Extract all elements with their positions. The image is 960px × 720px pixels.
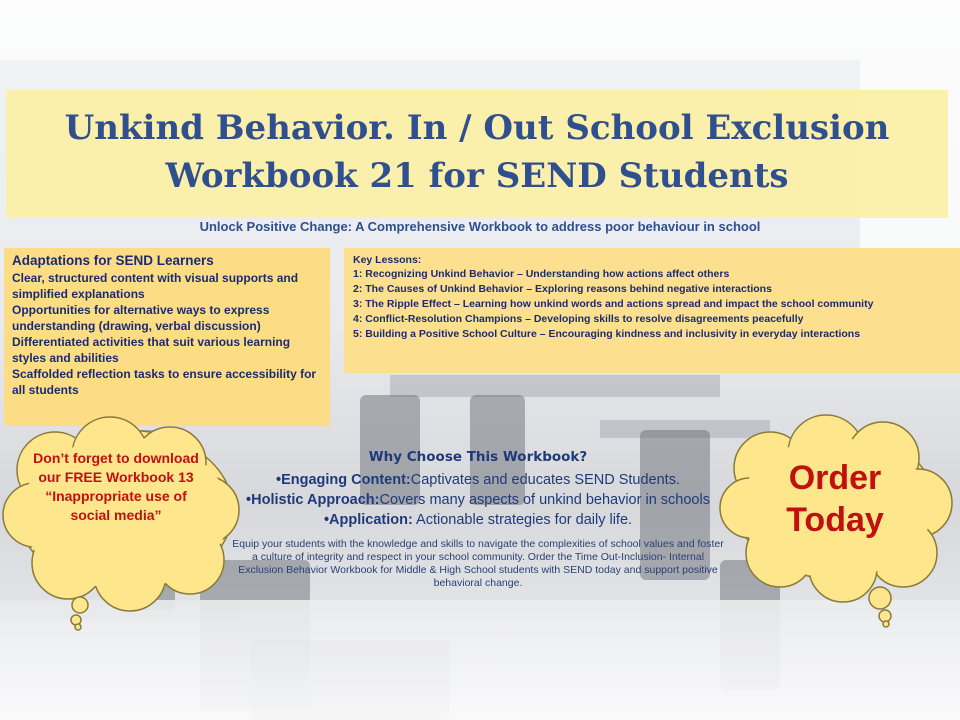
lesson-text: Recognizing Unkind Behavior – Understanding how actions affect others	[365, 268, 730, 280]
title-line-2: Workbook 21 for SEND Students	[165, 156, 789, 196]
thought-cloud-shape	[0, 415, 250, 635]
why-point-text: Covers many aspects of unkind behavior in schools	[379, 492, 710, 508]
page-title	[6, 104, 948, 200]
why-point	[232, 490, 724, 510]
adaptation-item: Scaffolded reflection tasks to ensure accessibility for all students	[12, 367, 317, 397]
why-choose-section	[232, 449, 724, 590]
lesson-text: Building a Positive School Culture – Encouraging kindness and inclusivity in everyday interactions	[365, 328, 861, 340]
title-line-1: Unkind Behavior. In / Out School Exclusion	[64, 108, 890, 148]
lesson-number: 1:	[353, 268, 363, 280]
key-lessons-panel	[344, 248, 960, 373]
why-point	[232, 510, 724, 530]
order-line-1: Order	[788, 459, 882, 497]
why-point-text: Captivates and educates SEND Students.	[410, 472, 680, 488]
why-point	[232, 470, 724, 490]
adaptation-item: Clear, structured content with visual supports and simplified explanations	[12, 271, 299, 301]
lesson-number: 3:	[353, 298, 363, 310]
lesson-item	[353, 267, 951, 282]
why-point-text: Actionable strategies for daily life.	[416, 512, 633, 528]
free-workbook-text: Don’t forget to download our FREE Workbook 13 “Inappropriate use of social media”	[33, 450, 199, 523]
lesson-number: 4:	[353, 313, 363, 325]
lesson-text: Conflict-Resolution Champions – Developing skills to resolve disagreements peacefully	[365, 313, 804, 325]
lesson-item	[353, 312, 951, 327]
order-line-2: Today	[786, 501, 884, 539]
lesson-item	[353, 297, 951, 312]
lesson-item	[353, 282, 951, 297]
lesson-text: The Causes of Unkind Behavior – Exploring reasons behind negative interactions	[365, 283, 772, 295]
why-body-text: Equip your students with the knowledge and skills to navigate the complexities of school values and foster a culture of integrity and respect in your school community. Order the Time Out-Inclusion- Internal Exclusion Behavior Workbook for Middle & High School students with SEND today and support positive behavioral change.	[232, 538, 724, 589]
lesson-number: 5:	[353, 328, 363, 340]
order-today-label[interactable]	[753, 457, 917, 541]
adaptations-heading: Adaptations for SEND Learners	[12, 253, 214, 268]
adaptation-item: Differentiated activities that suit various learning styles and abilities	[12, 335, 291, 365]
lesson-text: The Ripple Effect – Learning how unkind words and actions spread and impact the school community	[365, 298, 874, 310]
subtitle: Unlock Positive Change: A Comprehensive Workbook to address poor behaviour in school	[199, 219, 761, 234]
key-lessons-heading: Key Lessons:	[353, 254, 422, 266]
why-point-label: •Holistic Approach:	[246, 492, 380, 508]
adaptations-panel	[4, 248, 330, 426]
lesson-number: 2:	[353, 283, 363, 295]
free-workbook-cloud[interactable]	[0, 415, 250, 635]
adaptation-item: Opportunities for alternative ways to express understanding (drawing, verbal discussion)	[12, 303, 270, 333]
why-choose-heading: Why Choose This Workbook?	[368, 449, 588, 465]
lesson-item	[353, 327, 951, 342]
why-point-label: •Engaging Content:	[276, 472, 411, 488]
why-point-label: •Application:	[323, 512, 413, 528]
